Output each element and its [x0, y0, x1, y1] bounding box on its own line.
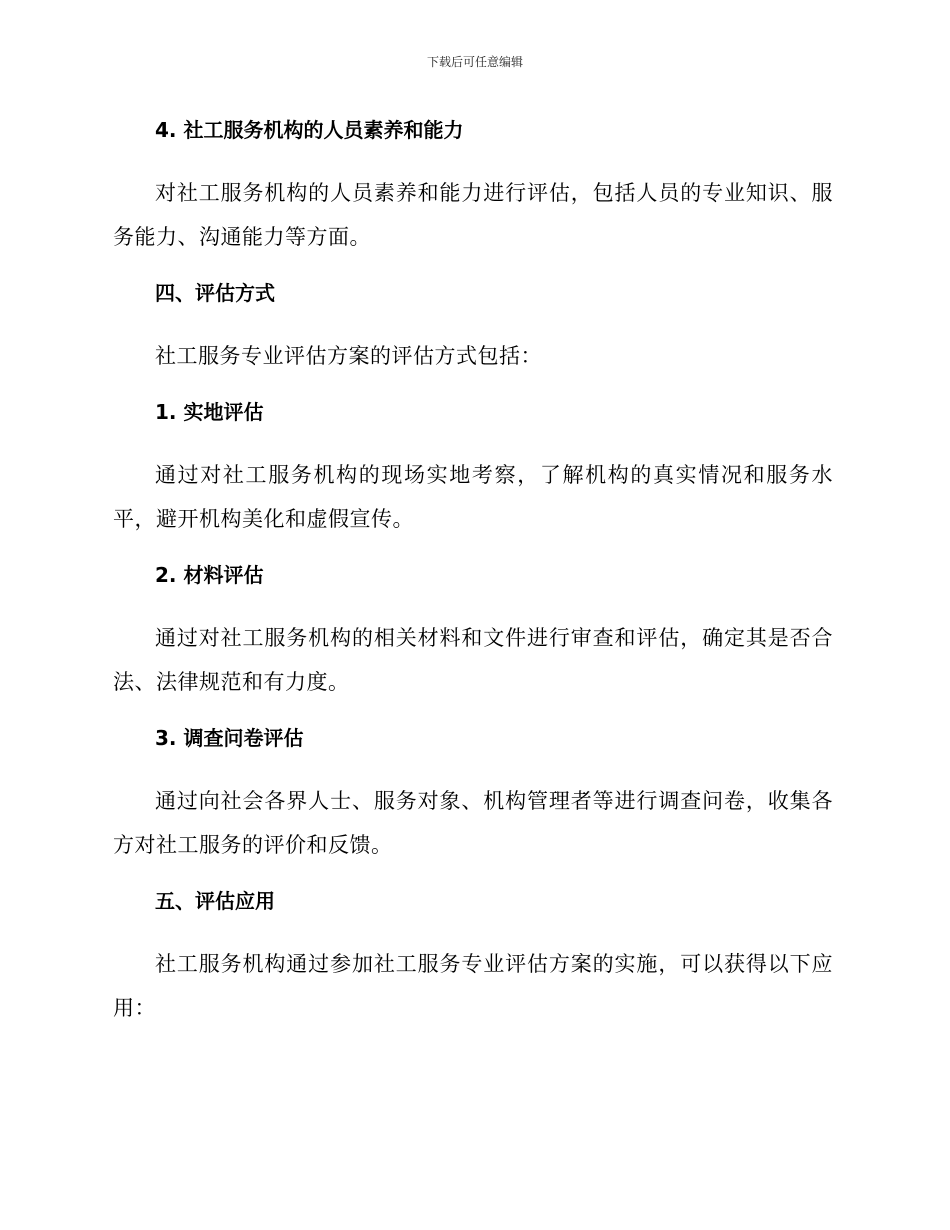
paragraph-personnel: 对社工服务机构的人员素养和能力进行评估，包括人员的专业知识、服务能力、沟通能力等方面。	[113, 181, 833, 249]
section-heading-methods: 四、评估方式	[155, 281, 275, 305]
section-heading-personnel: 4. 社工服务机构的人员素养和能力	[155, 118, 464, 142]
section-heading-onsite: 1. 实地评估	[155, 400, 264, 424]
page-header: 下载后可任意编辑	[426, 55, 523, 69]
paragraph-survey: 通过向社会各界人士、服务对象、机构管理者等进行调查问卷，收集各方对社工服务的评价和反馈。	[113, 789, 833, 857]
paragraph-materials: 通过对社工服务机构的相关材料和文件进行审查和评估，确定其是否合法、法律规范和有力度。	[113, 626, 833, 694]
section-heading-materials: 2. 材料评估	[155, 563, 264, 587]
paragraph-methods-intro: 社工服务专业评估方案的评估方式包括：	[155, 344, 542, 368]
paragraph-application: 社工服务机构通过参加社工服务专业评估方案的实施，可以获得以下应用：	[113, 952, 833, 1020]
paragraph-onsite: 通过对社工服务机构的现场实地考察，了解机构的真实情况和服务水平，避开机构美化和虚假宣传。	[113, 463, 833, 531]
section-heading-survey: 3. 调查问卷评估	[155, 726, 304, 750]
section-heading-application: 五、评估应用	[155, 889, 275, 913]
document-body	[113, 112, 833, 1030]
